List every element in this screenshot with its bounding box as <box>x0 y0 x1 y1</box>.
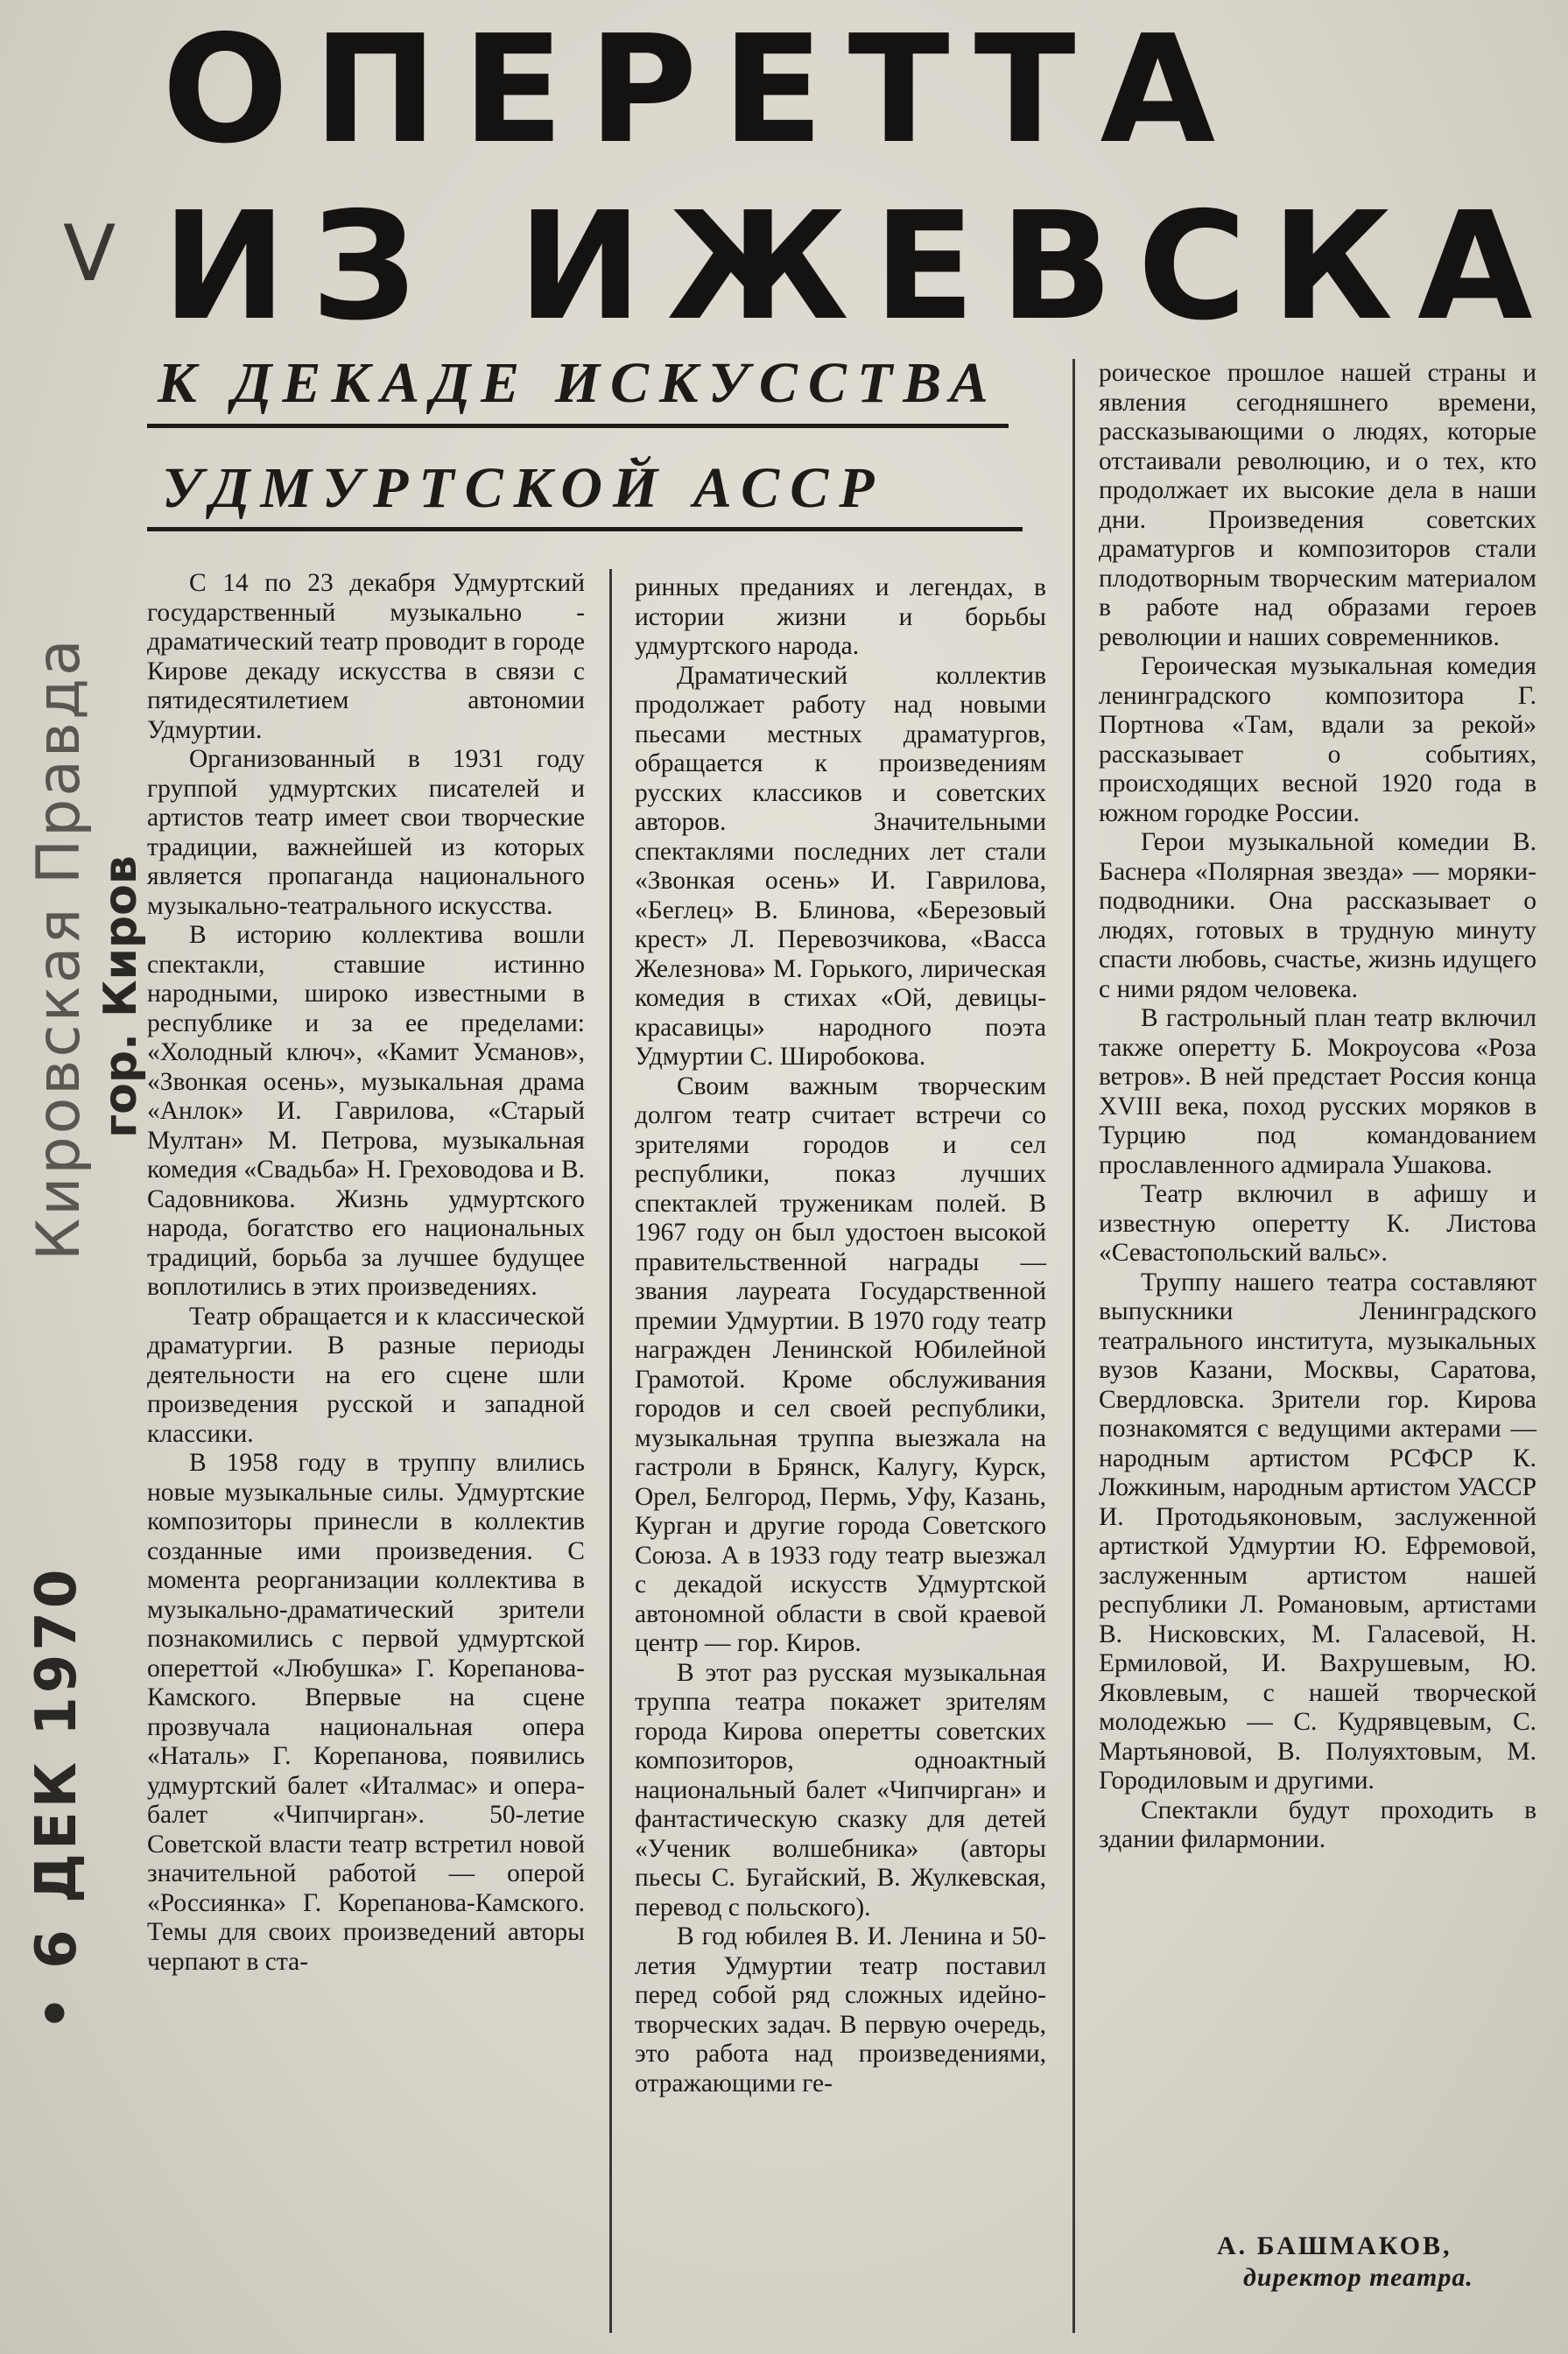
paragraph: Театр включил в афишу и известную оперетту К. Листова «Севастопольский вальс». <box>1099 1180 1536 1267</box>
paragraph: В гастрольный план театр включил также оперетту Б. Мокроусова «Роза ветров». В ней предстает Россия конца XVIII века, поход русских моряков в Турцию под командованием прославленного адмирала Ушакова. <box>1099 1004 1536 1179</box>
paragraph: ринных преданиях и легендах, в истории жизни и борьбы удмуртского народа. <box>635 573 1046 660</box>
archive-stamp <box>25 636 103 2031</box>
paragraph: Организованный в 1931 году группой удмуртских писателей и артистов театр имеет свои творческие традиции, важнейшей из которых является пропаганда национального музыкально-театрального искусства. <box>147 745 585 920</box>
paragraph: Своим важным творческим долгом театр считает встречи со зрителями городов и сел республики, показ лучших спектаклей труженикам полей. В 1967 году он был удостоен высокой правительственной награды — звания лауреата Государственной премии Удмуртии. В 1970 году театр награжден Ленинской Юбилейной Грамотой. Кроме обслуживания городов и сел своей республики, музыкальная труппа выезжала на гастроли в Брянск, Калугу, Курск, Орел, Белгород, Пермь, Уфу, Казань, Курган и другие города Советского Союза. А в 1933 году театр выезжал с декадой искусств Удмуртской автономной области в свой краевой центр — гор. Киров. <box>635 1072 1046 1657</box>
stamp-newspaper-name: Кировская Правда <box>25 636 94 1261</box>
paragraph: Спектакли будут проходить в здании филармонии. <box>1099 1795 1536 1853</box>
handwritten-check-mark: V <box>63 208 116 299</box>
subheading-line-2: УДМУРТСКОЙ АССР <box>162 456 885 520</box>
stamp-city: гор. Киров <box>95 855 147 1138</box>
headline-line-1: ОПЕРЕТТА <box>162 4 1241 177</box>
article-column-2 <box>635 573 1046 2098</box>
paragraph: Театр обращается и к классической драматургии. В разные периоды деятельности на его сцене шли произведения русской и западной классики. <box>147 1302 585 1448</box>
paragraph: Герои музыкальной комедии В. Баснера «Полярная звезда» — моряки-подводники. Она рассказывает о людях, готовых в трудную минуту спасти любовь, счастье, жизнь идущего с ними рядом человека. <box>1099 828 1536 1003</box>
stamp-date: • 6 ДЕК 1970 <box>25 1565 89 2031</box>
subheading-rule-1 <box>147 424 1009 428</box>
paragraph: С 14 по 23 декабря Удмуртский государственный музыкально - драматический театр проводит в городе Кирове декаду искусства в связи с пятидесятилетием автономии Удмуртии. <box>147 569 585 744</box>
paragraph: Драматический коллектив продолжает работу над новыми пьесами местных драматургов, обращается к произведениям русских классиков и советских авторов. Значительными спектаклями последних лет стали «Звонкая осень» И. Гаврилова, «Беглец» В. Блинова, «Березовый крест» Л. Перевозчикова, «Васса Железнова» М. Горького, лирическая комедия в стихах «Ой, девицы-красавицы» народного поэта Удмуртии С. Широбокова. <box>635 661 1046 1071</box>
paragraph: В историю коллектива вошли спектакли, ставшие истинно народными, широко известными в республике и за ее пределами: «Холодный ключ», «Камит Усманов», «Звонкая осень», музыкальная драма «Анлок» И. Гаврилова, «Старый Мултан» М. Петрова, музыкальная комедия «Свадьба» Н. Греховодова и В. Садовникова. Жизнь удмуртского народа, богатство его национальных традиций, борьба за лучшее будущее воплотились в этих произведениях. <box>147 921 585 1301</box>
paragraph: В этот раз русская музыкальная труппа театра покажет зрителям города Кирова оперетты советских композиторов, одноактный национальный балет «Чипчирган» и фантастическую сказку для детей «Ученик волшебника» (авторы пьесы С. Бугайский, В. Жулкевская, перевод с польского). <box>635 1658 1046 1922</box>
column-divider-2 <box>1072 359 1075 2333</box>
paragraph: роическое прошлое нашей страны и явления сегодняшнего времени, рассказывающими о людях, которые отстаивали революцию, и о тех, кто продолжает их высокие дела в наши дни. Произведения советских драматургов и композиторов стали плодотворным творческим материалом в работе над образами героев революции и наших современников. <box>1099 359 1536 651</box>
author-name: А. БАШМАКОВ, <box>1217 2231 1452 2260</box>
paragraph: В год юбилея В. И. Ленина и 50-летия Удмуртии театр поставил перед собой ряд сложных идейно-творческих задач. В первую очередь, это работа над произведениями, отражающими ге- <box>635 1922 1046 2098</box>
subheading-line-1: К ДЕКАДЕ ИСКУССТВА <box>158 351 999 415</box>
column-divider-1 <box>609 569 612 2333</box>
paragraph: Труппу нашего театра составляют выпускники Ленинградского театрального института, музыкальных вузов Казани, Москвы, Саратова, Свердловска. Зрители гор. Кирова познакомятся с ведущими актерами — народным артистом РСФСР К. Ложкиным, народным артистом УАССР И. Протодьяконовым, заслуженной артисткой Удмуртии Ю. Ефремовой, заслуженным артистом нашей республики Л. Романовым, артистами В. Нисковских, М. Галасевой, Н. Ермиловой, И. Вахрушевым, Ю. Яковлевым, с нашей творческой молодежью — С. Кудрявцевым, С. Мартьяновой, В. Полуяхтовым, М. Городиловым и другими. <box>1099 1268 1536 1795</box>
article-column-1 <box>147 569 585 1977</box>
author-signature <box>1217 2231 1473 2294</box>
subheading-rule-2 <box>147 527 1023 531</box>
paragraph: В 1958 году в труппу влились новые музыкальные силы. Удмуртские композиторы принесли в коллектив созданные ими произведения. С момента реорганизации коллектива в музыкально-драматический зрители познакомились с первой удмуртской опереттой «Любушка» Г. Корепанова-Камского. Впервые на сцене прозвучала национальная опера «Наталь» Г. Корепанова, появились удмуртский балет «Италмас» и опера-балет «Чипчирган». 50-летие Советской власти театр встретил новой значительной работой — оперой «Россиянка» Г. Корепанова-Камского. Темы для своих произведений авторы черпают в ста- <box>147 1449 585 1976</box>
paragraph: Героическая музыкальная комедия ленинградского композитора Г. Портнова «Там, вдали за рекой» рассказывает о событиях, происходящих весной 1920 года в южном городке России. <box>1099 652 1536 827</box>
article-column-3 <box>1099 359 1536 1855</box>
author-role: директор театра. <box>1243 2263 1473 2292</box>
headline-line-2: ИЗ ИЖЕВСКА <box>162 180 1557 354</box>
